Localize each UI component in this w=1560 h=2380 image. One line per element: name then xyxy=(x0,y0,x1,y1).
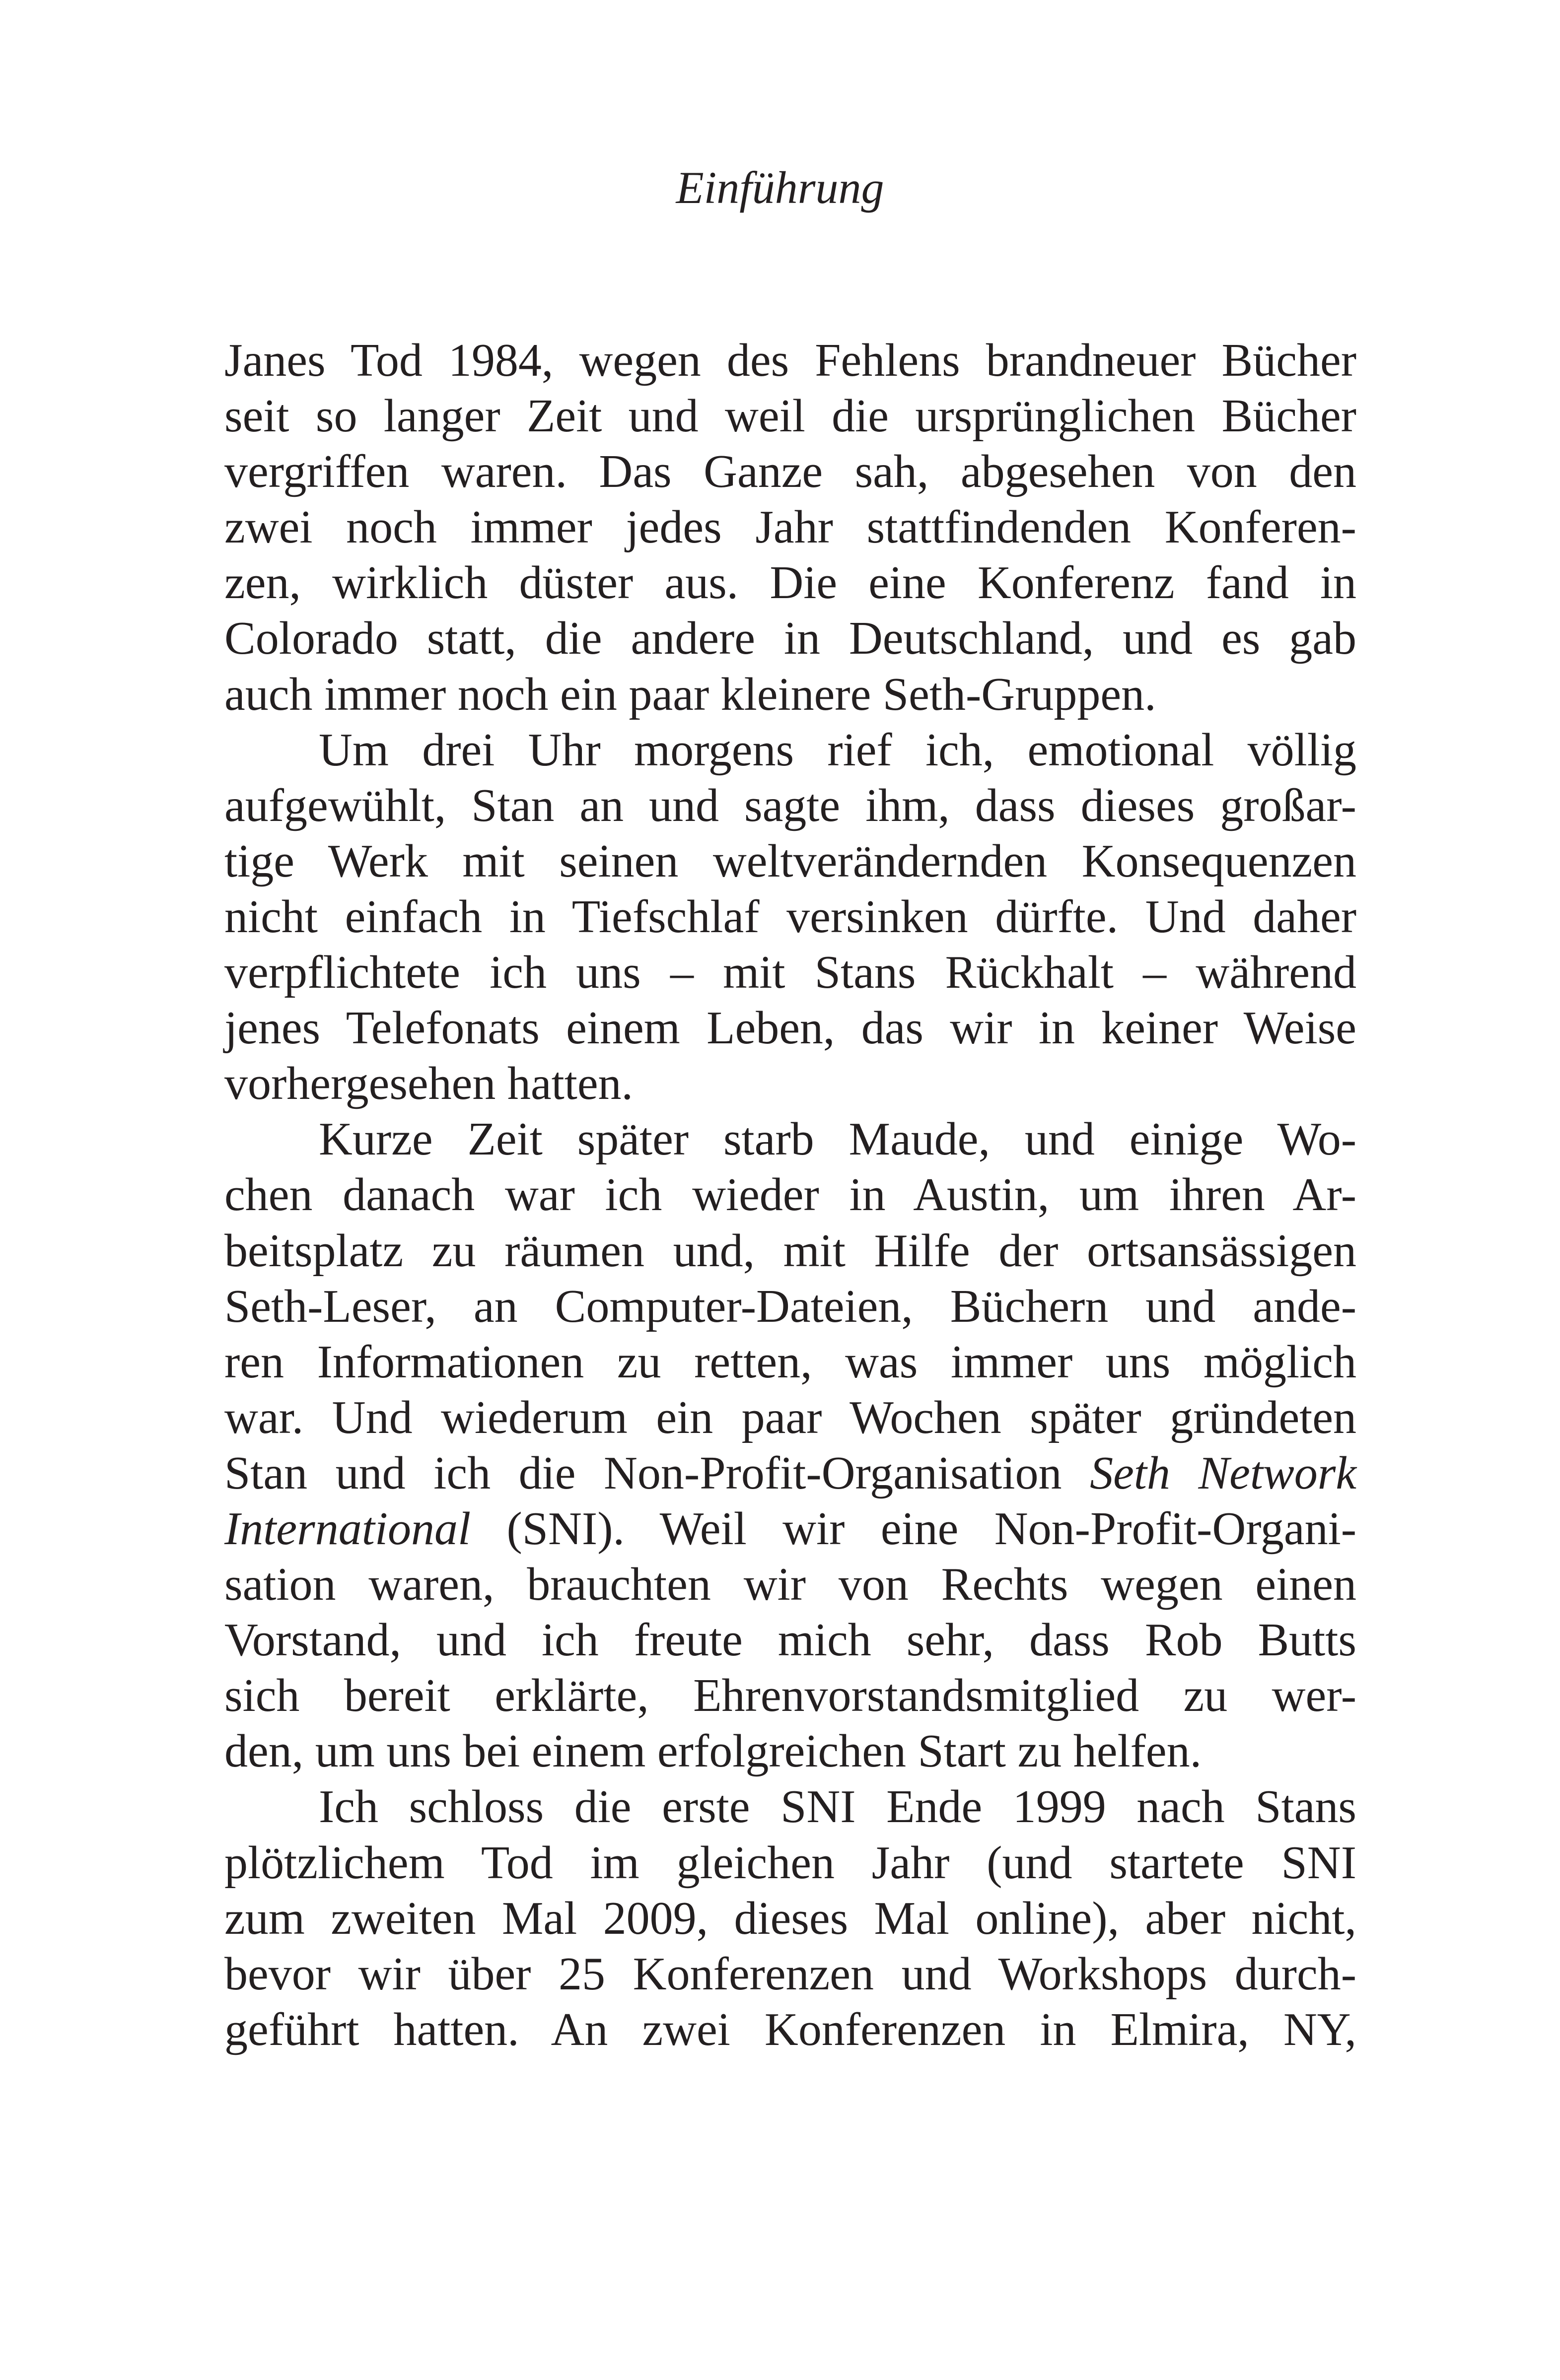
text-line: auch immer noch ein paar kleinere Seth-Gruppen. xyxy=(224,668,1156,720)
text-run: Stan und ich die Non-Profit-Organisation xyxy=(224,1447,1090,1499)
text-line: bevor wir über 25 Konferenzen und Workshops durch- xyxy=(224,1948,1356,2000)
running-head: Einführung xyxy=(676,162,884,213)
text-line: Um drei Uhr morgens rief ich, emotional völlig xyxy=(319,724,1356,776)
text-run: (SNI). Weil wir eine Non-Profit-Organi- xyxy=(471,1502,1356,1555)
text-line: sation waren, brauchten wir von Rechts wegen einen xyxy=(224,1559,1356,1611)
text-line: vergriffen waren. Das Ganze sah, abgesehen von den xyxy=(224,446,1356,498)
text-line: war. Und wiederum ein paar Wochen später gründeten xyxy=(224,1391,1356,1443)
organization-name: Seth Network xyxy=(1090,1447,1356,1499)
text-line: zwei noch immer jedes Jahr stattfindenden Konferen- xyxy=(224,501,1356,553)
text-line: zen, wirklich düster aus. Die eine Konferenz fand in xyxy=(224,557,1356,609)
text-line: seit so langer Zeit und weil die ursprünglichen Bücher xyxy=(224,390,1356,442)
text-line: vorhergesehen hatten. xyxy=(224,1058,634,1110)
text-line-mixed xyxy=(224,1445,1356,1501)
text-line: zum zweiten Mal 2009, dieses Mal online), aber nicht, xyxy=(224,1892,1356,1944)
text-line: aufgewühlt, Stan an und sagte ihm, dass dieses großar- xyxy=(224,779,1356,831)
text-line: tige Werk mit seinen weltverändernden Konsequenzen xyxy=(224,835,1356,887)
text-line: Seth-Leser, an Computer-Dateien, Büchern und ande- xyxy=(224,1280,1356,1332)
text-line: Janes Tod 1984, wegen des Fehlens brandneuer Bücher xyxy=(224,335,1356,386)
text-line: chen danach war ich wieder in Austin, um ihren Ar- xyxy=(224,1169,1356,1221)
text-line: geführt hatten. An zwei Konferenzen in Elmira, NY, xyxy=(224,2003,1356,2055)
text-line: ren Informationen zu retten, was immer uns möglich xyxy=(224,1336,1356,1388)
text-line: Ich schloss die erste SNI Ende 1999 nach Stans xyxy=(319,1781,1356,1833)
text-line: beitsplatz zu räumen und, mit Hilfe der ortsansässigen xyxy=(224,1224,1356,1277)
text-line-mixed xyxy=(224,1501,1356,1557)
text-line: Kurze Zeit später starb Maude, und einige Wo- xyxy=(319,1113,1356,1165)
text-line: nicht einfach in Tiefschlaf versinken dürfte. Und daher xyxy=(224,890,1356,943)
text-line: sich bereit erklärte, Ehrenvorstandsmitglied zu wer- xyxy=(224,1670,1356,1722)
text-line: plötzlichem Tod im gleichen Jahr (und startete SNI xyxy=(224,1836,1356,1889)
text-line: Vorstand, und ich freute mich sehr, dass Rob Butts xyxy=(224,1614,1356,1666)
text-line: den, um uns bei einem erfolgreichen Start zu helfen. xyxy=(224,1725,1202,1777)
body-text xyxy=(224,333,1356,2057)
text-line: verpflichtete ich uns – mit Stans Rückhalt – während xyxy=(224,947,1356,999)
organization-name: International xyxy=(224,1502,471,1555)
text-line: Colorado statt, die andere in Deutschland, und es gab xyxy=(224,612,1356,665)
text-line: jenes Telefonats einem Leben, das wir in keiner Weise xyxy=(224,1002,1356,1054)
